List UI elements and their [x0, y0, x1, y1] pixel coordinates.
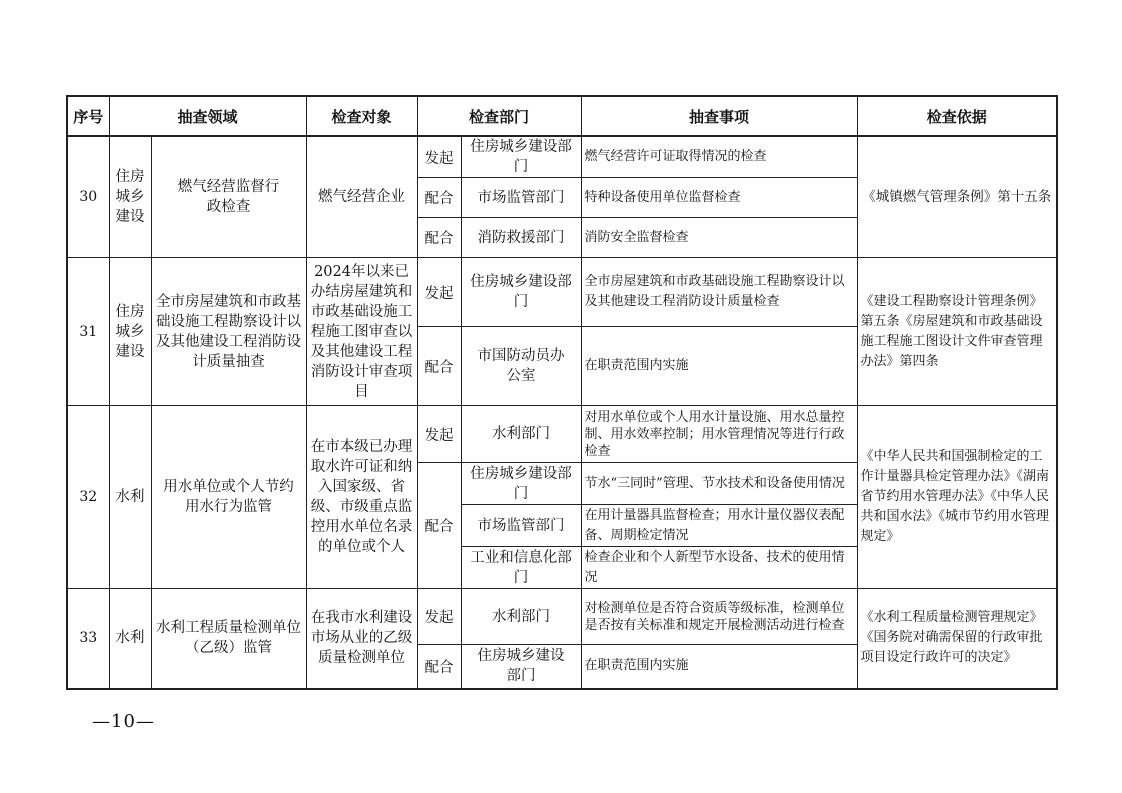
row-dept: 住房城乡建设部门 [461, 463, 581, 505]
header-no: 序号 [67, 96, 109, 136]
row-basis: 《城镇燃气管理条例》第十五条 [857, 136, 1057, 258]
row-number: 33 [67, 589, 109, 689]
row-role: 配合 [417, 178, 461, 218]
row-dept: 住房城乡建设部门 [461, 258, 581, 327]
row-matter: 在职责范围内实施 [581, 327, 857, 406]
row-basis: 《中华人民共和国强制检定的工作计量器具检定管理办法》《湖南省节约用水管理办法》《中华人民共和国水法》《城市节约用水管理规定》 [857, 406, 1057, 589]
row-basis: 《建设工程勘察设计管理条例》第五条《房屋建筑和市政基础设施工程施工图设计文件审查管理办法》第四条 [857, 258, 1057, 406]
row-role: 配合 [417, 218, 461, 258]
row-dept: 消防救援部门 [461, 218, 581, 258]
header-field: 抽查领域 [109, 96, 306, 136]
row-target: 2024年以来已办结房屋建筑和市政基础设施工程施工图审查以及其他建设工程消防设计审查项目 [306, 258, 417, 406]
row-number: 32 [67, 406, 109, 589]
row-field: 住房城乡建设 [109, 258, 151, 406]
table-row [67, 406, 1057, 463]
row-matter: 消防安全监督检查 [581, 218, 857, 258]
header-matter: 抽查事项 [581, 96, 857, 136]
row-role: 发起 [417, 258, 461, 327]
row-field: 住房城乡建设 [109, 136, 151, 258]
header-target: 检查对象 [306, 96, 417, 136]
table-row [67, 258, 1057, 327]
row-role: 配合 [417, 327, 461, 406]
row-matter: 节水“三同时”管理、节水技术和设备使用情况 [581, 463, 857, 505]
row-area: 全市房屋建筑和市政基础设施工程勘察设计以及其他建设工程消防设计质量抽查 [151, 258, 306, 406]
header-row [67, 96, 1057, 136]
table-row [67, 136, 1057, 178]
row-target: 在我市水利建设市场从业的乙级质量检测单位 [306, 589, 417, 689]
row-matter: 在职责范围内实施 [581, 645, 857, 689]
row-matter: 检查企业和个人新型节水设备、技术的使用情况 [581, 547, 857, 589]
row-target: 燃气经营企业 [306, 136, 417, 258]
row-role: 配合 [417, 645, 461, 689]
page-number: —10— [92, 711, 155, 732]
row-matter: 在用计量器具监督检查；用水计量仪器仪表配备、周期检定情况 [581, 505, 857, 547]
row-matter: 对用水单位或个人用水计量设施、用水总量控制、用水效率控制；用水管理情况等进行行政检查 [581, 406, 857, 463]
row-role: 发起 [417, 589, 461, 645]
row-target: 在市本级已办理取水许可证和纳入国家级、省级、市级重点监控用水单位名录的单位或个人 [306, 406, 417, 589]
row-dept: 市场监管部门 [461, 505, 581, 547]
inspection-table [66, 95, 1058, 690]
row-role: 发起 [417, 136, 461, 178]
row-basis: 《水利工程质量检测管理规定》《国务院对确需保留的行政审批项目设定行政许可的决定》 [857, 589, 1057, 689]
row-role: 发起 [417, 406, 461, 463]
header-dept: 检查部门 [417, 96, 581, 136]
row-dept: 市场监管部门 [461, 178, 581, 218]
row-area: 水利工程质量检测单位（乙级）监管 [151, 589, 306, 689]
row-area: 燃气经营监督行政检查 [151, 136, 306, 258]
row-dept: 市国防动员办公室 [461, 327, 581, 406]
row-dept: 住房城乡建设部门 [461, 136, 581, 178]
header-basis: 检查依据 [857, 96, 1057, 136]
row-area: 用水单位或个人节约用水行为监管 [151, 406, 306, 589]
row-dept: 水利部门 [461, 406, 581, 463]
row-field: 水利 [109, 406, 151, 589]
row-number: 30 [67, 136, 109, 258]
row-number: 31 [67, 258, 109, 406]
row-matter: 燃气经营许可证取得情况的检查 [581, 136, 857, 178]
row-dept: 住房城乡建设部门 [461, 645, 581, 689]
row-matter: 对检测单位是否符合资质等级标准，检测单位是否按有关标准和规定开展检测活动进行检查 [581, 589, 857, 645]
table-row [67, 589, 1057, 645]
row-matter: 全市房屋建筑和市政基础设施工程勘察设计以及其他建设工程消防设计质量检查 [581, 258, 857, 327]
row-matter: 特种设备使用单位监督检查 [581, 178, 857, 218]
row-dept: 工业和信息化部门 [461, 547, 581, 589]
row-field: 水利 [109, 589, 151, 689]
row-role: 配合 [417, 463, 461, 589]
row-dept: 水利部门 [461, 589, 581, 645]
